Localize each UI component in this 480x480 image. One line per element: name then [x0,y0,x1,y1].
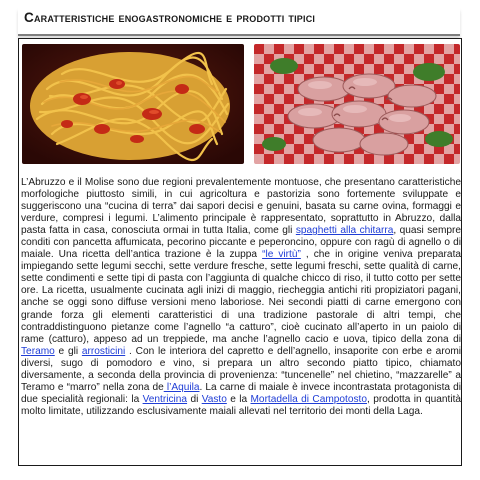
spaghetti-image [22,44,244,164]
link-spaghetti-alla-chitarra[interactable]: spaghetti alla chitarra [295,225,394,237]
text-part-7: di [187,393,202,405]
text-part-5: . Con le interiora del capretto e dell’agnello, insaporite con erbe e aromi diversi, sugo di pomodoro e vino, si prepara un altro secondo piatto tipico, chiamato diversamente, a seconda della provincia di provenienza: “tuncenelle” nel chietino, “mazzarelle” a Teramo e “marro” nella zona de [21,345,462,393]
title-bar [18,8,460,36]
link-ventricina[interactable]: Ventricina [142,393,188,405]
sausage-photo [254,44,460,164]
text-part-6: . La carne di maiale è invece incontrastata protagonista di due specialità regionali: la [21,381,461,405]
text-part-1: L’Abruzzo e il Molise sono due regioni prevalentemente montuose, che presentano caratteristiche morfologiche piuttosto simili, in cui agricoltura e pastorizia sono fortemente sviluppate e suggeriscono una “cucina di terra” dai sapori decisi e genuini, basata su carne ovina, formaggi e verdure, compresi i legumi. L’alimento principale è rappresentato, soprattutto in Abruzzo, dalla pasta fatta in casa, conosciuta ormai in tutta Italia, come gli [21,177,461,237]
page-title: Caratteristiche enogastronomiche e prodotti tipici [24,10,316,25]
sausage-image [254,44,460,164]
link-mortadella-di-campotosto[interactable]: Mortadella di Campotosto [250,393,367,405]
content-box [18,38,462,466]
link-le-virtu[interactable]: “le virtù” [262,249,301,261]
text-part-4: e gli [54,345,82,357]
text-part-9: , prodotta in quantità molto limitate, utilizzando esclusivamente maiali allevati nel territorio dei monti della Laga. [21,393,462,417]
body-text [21,177,461,418]
link-vasto[interactable]: Vasto [201,393,227,405]
text-part-8: e la [226,393,251,405]
spaghetti-photo [22,44,244,164]
link-teramo[interactable]: Teramo [21,345,55,357]
link-arrosticini[interactable]: arrosticini [81,345,126,357]
link-l-aquila[interactable]: l’Aquila [163,381,200,393]
text-part-3: , che in origine veniva preparata impiegando sette legumi secchi, sette verdure fresche, sette legumi freschi, sette qualità di carne, sette condimenti e sette tipi di pasta con l’aggiunta di qualche chicco di riso, il tutto cotto per sette ore. La ricetta, usualmente cucinata agli inizi di maggio, riecheggia antichi riti propiziatori pagani, anche se oggi sono diffuse versioni meno laboriose. Nei secondi piatti di carne emergono con grande forza gli elementi caratteristici di una tradizione pastorale di altri tempi, che contraddistinguono pietanze come l’agnello “a catturo”, cioè cucinato all’aperto in un paiolo di rame (catturo), appeso ad un treppiede, ma anche l’agnello cacio e uova, tipico della zona di [21,249,462,345]
text-part-2: , quasi sempre conditi con pancetta affumicata, pecorino piccante e peperoncino, oppure con ragù di agnello o di maiale. Una ricetta dell’antica trazione è la zuppa [21,225,462,261]
